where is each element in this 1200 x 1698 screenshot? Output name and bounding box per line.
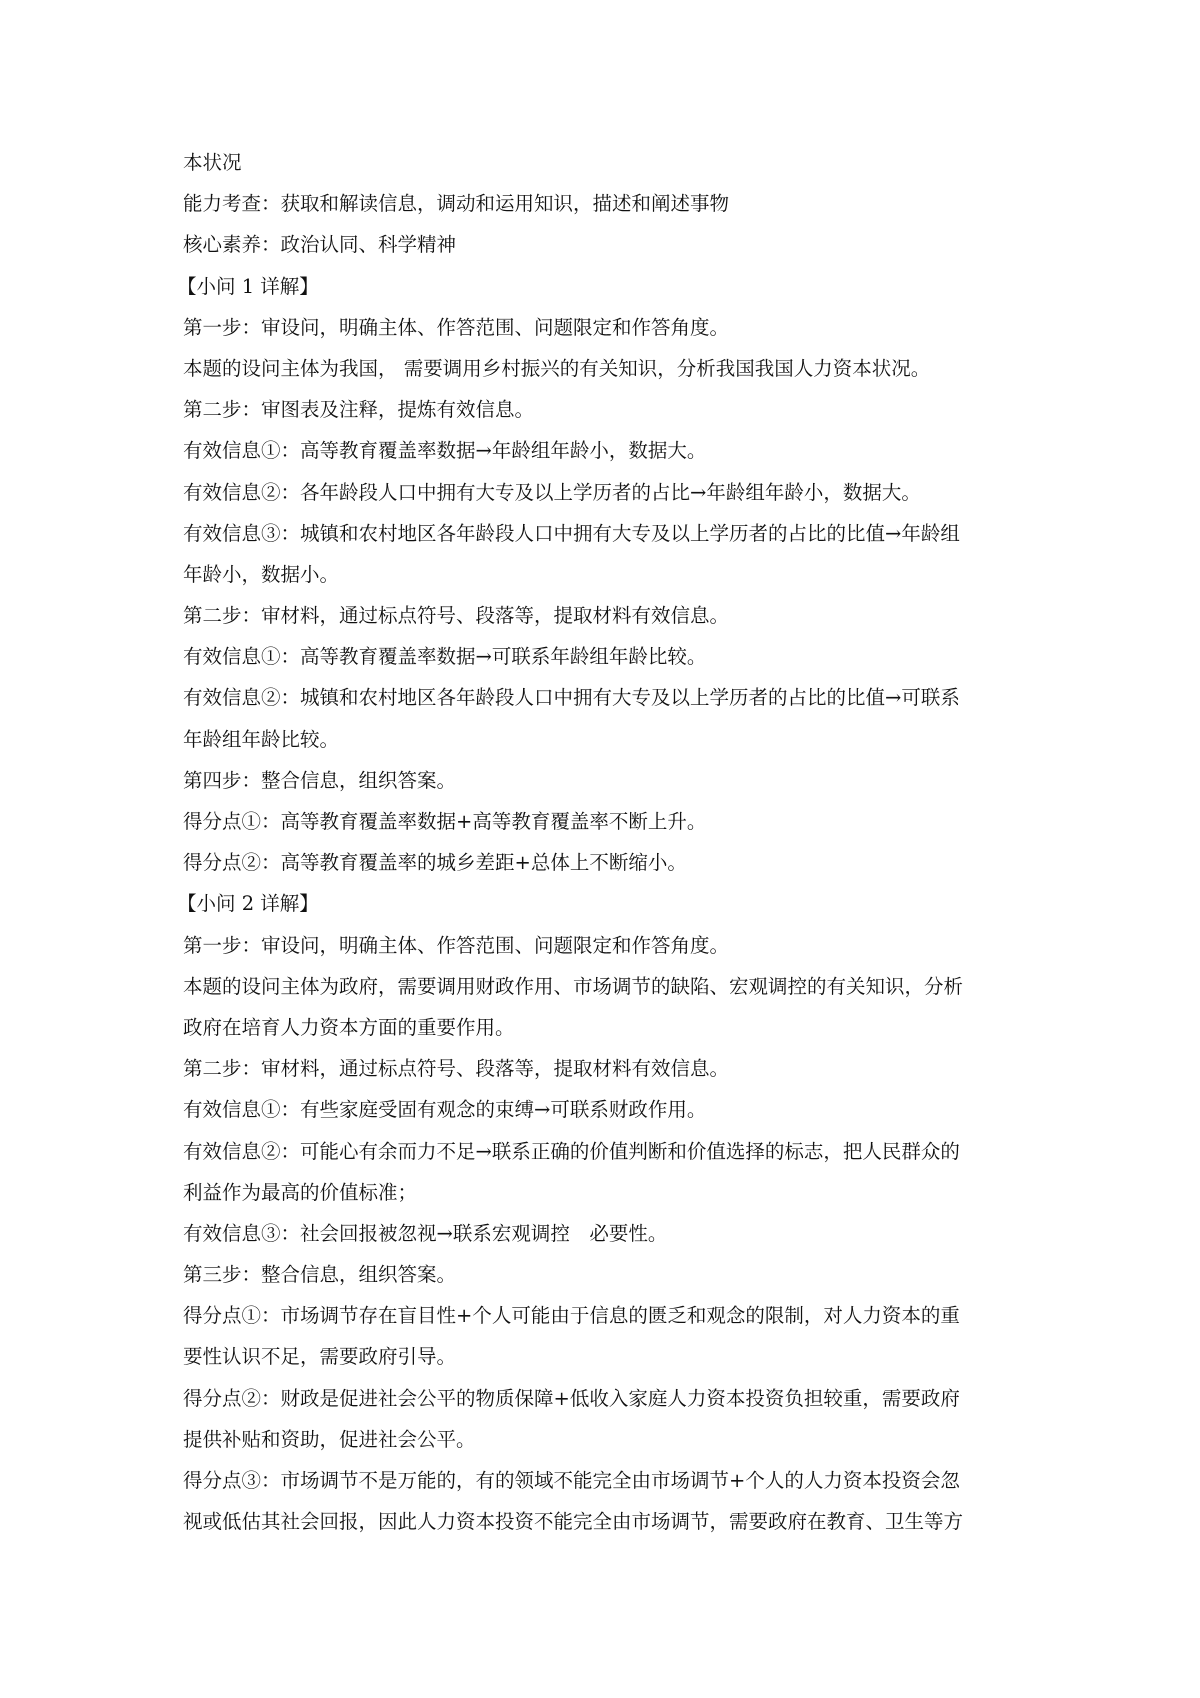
text-line: 第二步：审材料，通过标点符号、段落等，提取材料有效信息。 <box>183 1057 730 1081</box>
text-line: 视或低估其社会回报，因此人力资本投资不能完全由市场调节，需要政府在教育、卫生等方 <box>183 1510 964 1534</box>
text-line: 有效信息①：有些家庭受固有观念的束缚→可联系财政作用。 <box>183 1098 707 1122</box>
text-line: 有效信息③：社会回报被忽视→联系宏观调控 必要性。 <box>183 1221 668 1245</box>
section-heading: 【小问 1 详解】 <box>177 274 319 298</box>
text-line: 核心素养：政治认同、科学精神 <box>183 233 457 257</box>
text-line: 第三步：整合信息，组织答案。 <box>183 1263 457 1287</box>
text-line: 本题的设问主体为政府，需要调用财政作用、市场调节的缺陷、宏观调控的有关知识，分析 <box>183 974 964 998</box>
text-line: 有效信息①：高等教育覆盖率数据→可联系年龄组年龄比较。 <box>183 645 707 669</box>
text-line: 第四步：整合信息，组织答案。 <box>183 768 457 792</box>
text-line: 得分点①：高等教育覆盖率数据+高等教育覆盖率不断上升。 <box>183 810 707 833</box>
text-line: 得分点②：财政是促进社会公平的物质保障+低收入家庭人力资本投资负担较重，需要政府 <box>183 1386 960 1410</box>
text-line: 第一步：审设问，明确主体、作答范围、问题限定和作答角度。 <box>183 933 730 957</box>
section-heading: 【小问 2 详解】 <box>177 892 319 916</box>
text-line: 能力考查：获取和解读信息，调动和运用知识，描述和阐述事物 <box>183 192 730 216</box>
text-line: 有效信息③：城镇和农村地区各年龄段人口中拥有大专及以上学历者的占比的比值→年龄组 <box>183 521 960 545</box>
text-line: 利益作为最高的价值标准； <box>183 1180 418 1204</box>
text-line: 政府在培育人力资本方面的重要作用。 <box>183 1015 515 1039</box>
text-line: 有效信息②：各年龄段人口中拥有大专及以上学历者的占比→年龄组年龄小，数据大。 <box>183 480 921 504</box>
text-line: 第一步：审设问，明确主体、作答范围、问题限定和作答角度。 <box>183 315 730 339</box>
text-line: 得分点②：高等教育覆盖率的城乡差距+总体上不断缩小。 <box>183 851 687 875</box>
document-body <box>177 142 1028 1542</box>
text-line: 得分点①：市场调节存在盲目性+个人可能由于信息的匮乏和观念的限制，对人力资本的重 <box>183 1304 960 1328</box>
text-line: 有效信息②：城镇和农村地区各年龄段人口中拥有大专及以上学历者的占比的比值→可联系 <box>183 686 960 710</box>
text-line: 年龄组年龄比较。 <box>183 727 340 751</box>
text-line: 第二步：审材料，通过标点符号、段落等，提取材料有效信息。 <box>183 604 730 628</box>
text-line: 有效信息②：可能心有余而力不足→联系正确的价值判断和价值选择的标志，把人民群众的 <box>183 1139 960 1163</box>
text-line: 提供补贴和资助，促进社会公平。 <box>183 1427 476 1451</box>
text-line: 第二步：审图表及注释，提炼有效信息。 <box>183 398 535 422</box>
text-line: 要性认识不足，需要政府引导。 <box>183 1345 457 1369</box>
text-line: 得分点③：市场调节不是万能的，有的领域不能完全由市场调节+个人的人力资本投资会忽 <box>183 1469 960 1492</box>
text-line: 有效信息①：高等教育覆盖率数据→年龄组年龄小，数据大。 <box>183 439 707 463</box>
text-line: 本状况 <box>183 151 242 174</box>
text-line: 年龄小，数据小。 <box>183 562 340 586</box>
text-line: 本题的设问主体为我国， 需要调用乡村振兴的有关知识，分析我国我国人力资本状况。 <box>183 356 931 380</box>
